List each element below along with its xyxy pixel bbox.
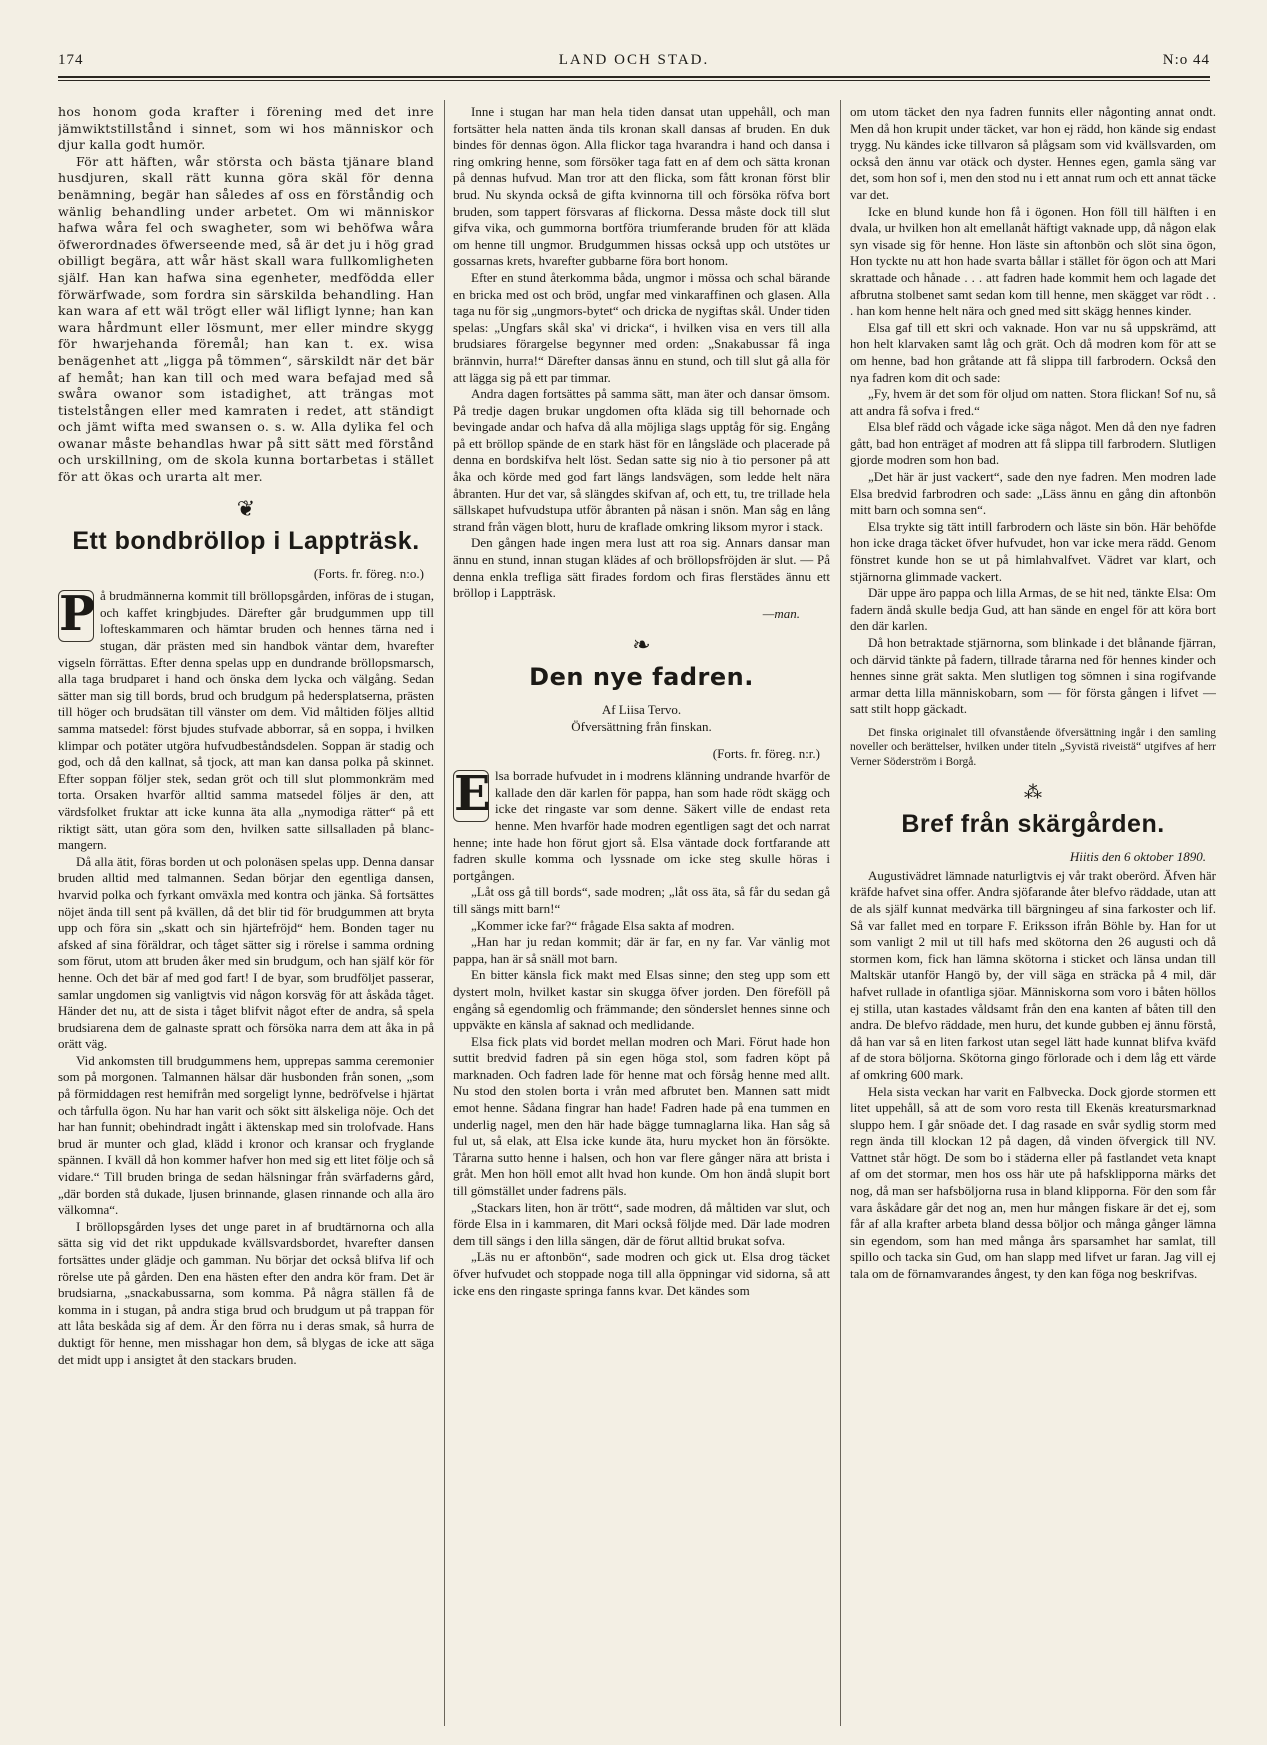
running-head xyxy=(58,52,1210,74)
paragraph: För att häften, wår största och bästa tjänare bland husdjuren, skall rätt kunna göra skäl för denna benämning, begär han således af oss en förståndig och wänlig behandling under arbetet. Om wi människor hafwa wåra fel och swagheter, som wi behöfwa wåra öfwerordnades öfwerseende med, så är det ju i hög grad obilligt begära, att wår häst skall wara fullkomligheten själf. Han kan hafwa sina egenheter, medfödda eller förwärfwade, som fordra sin särskilda behandling. Han kan wara af ett wäl trögt eller wäl lifligt lynne; han kan wara hårdmunt eller lösmunt, mer eller mindre skygg för hwarjehanda föremål; han kan t. ex. wisa benägenhet att „ligga på tömmen“, särskildt när det bär af hemåt; han kan till och med wara befajad med så swåra owanor som istadighet, att trängas mot tistelstången eller med kamraten i redet, att ständigt och jämt wifta med swansen o. s. w. Alla dylika fel och owanar måste behandlas hwar på sitt sätt med förstånd och urskillning, om de skola kunna bortarbetas i stället för att ökas och urarta alt mer. xyxy=(58,153,434,485)
page-number: 174 xyxy=(58,52,84,68)
publication-title: LAND OCH STAD. xyxy=(558,52,710,68)
ornament-icon: ⁂ xyxy=(1024,782,1042,803)
article-body xyxy=(453,768,830,1299)
paragraph: Elsa blef rädd och vågade icke säga något. Men då den nye fadren gått, bad hon enträget af modren att få slippa till farbrodern. Slutligen gjorde modren som hon bad. xyxy=(850,419,1216,468)
paragraph: Andra dagen fortsättes på samma sätt, man äter och dansar ömsom. På tredje dagen brukar ungdomen ofta kläda sig till behornade och bevingade andar och hafva då alla möjliga slags upptåg för sig. Engång på ett bröllop spände de en stark häst för en långsläde och placerade på denna en bordskifva helt löst. Sedan satte sig nio à tio personer på att åka och körde med god fart längs landsvägen, som ledde helt nära åbranten. Hur det var, så slängdes skifvan af, och ett, tu, tre trillade hela sällskapet hufvudstupa utför åbranten på näsan i snön. Man såg en lång strand från vägen blott, huru de kraflade omkring liksom myror i stack. xyxy=(453,386,830,534)
paragraph: Då alla ätit, föras borden ut och polonäsen spelas upp. Denna dansar bruden alltid med talmannen. Sedan börjar den egentliga dansen, hvarvid polka och fyrkant omväxla med kontra och jänka. Så fortsättes nöjet ända till sent på kvällen, då det blir tid för brudgummen att bryta upp och föra sin „skatt och sin hjärtefröjd“ hem. Bonden tager nu afsked af sina föräldrar, och tåget sätter sig i rörelse i samma ordning som förut, utom att bruden åker med sin brudgum, och han själf kör för henne. Och det bär af med god fart! I de byar, som brudföljet passerar, samlar ungdomen sig vanligtvis vid någon korsväg för att åskåda tåget. Händer det nu, att de sista i tåget blifvit något efter de andra, så spela brudsiarena dem de galnaste spratt och försöka narra dem att åka in på orätt väg. xyxy=(58,853,434,1052)
paragraph: Hela sista veckan har varit en Falbvecka. Dock gjorde stormen ett litet uppehåll, så att de som voro resta till Ekenäs kreatursmarknad sluppo hem. I går snöade det. I dag rasade en svår sydlig storm med regn ända till klockan 12 på dagen, då vinden öfvergick till NV. Vattnet står högt. De som bo i städerna eller på fastlandet veta knapt af om det stormar, men hos oss här ute på hafsklipporna märks det nog, då man ser hafsböljorna rusa in bland klipporna. För den som får vara åskådare går det nog an, men hur mången fiskare är det ej, som får af alla krafter arbeta bland dessa böljor och många gånger lämna sin egendom, som han med många års sparsamhet har samlat, till spillo och tacka sin Gud, om han slapp med lifvet ur faran. Jag vill ej tala om de förnamvarandes ångest, ty den kan föga nog beskrifvas. xyxy=(850,1083,1216,1282)
paragraph: „Fy, hvem är det som för oljud om natten. Stora flickan! Sof nu, så att andra få sofva i fred.“ xyxy=(850,386,1216,418)
paragraph: hos honom goda krafter i förening med det inre jämwiktstillstånd i sinnet, som wi hos människor och djur kalla godt humör. xyxy=(58,104,434,153)
paragraph: Då hon betraktade stjärnorna, som blinkade i det blånande fjärran, och därvid tänkte på fadern, tillrade tårarna ned för hennes kinder och hennes sinne grät sakta. Men slutligen tog sömnen i sina rogifvande armar detta lilla människobarn, som — för första gången i lifvet — satt stilt hopp gäckadt. xyxy=(850,635,1216,717)
paragraph: Där uppe äro pappa och lilla Armas, de se hit ned, tänkte Elsa: Om fadern ändå skulle bedja Gud, att han sände en engel för att köra bort den där karlen. xyxy=(850,585,1216,634)
paragraph: En bitter känsla fick makt med Elsas sinne; den steg upp som ett dystert moln, hvilket kastar sin skugga öfver jorden. Den föreföll på engång så egendomlig och främmande; den sönderslet hennes sinne och uppväkte en känsla af saknad och medlidande. xyxy=(453,967,830,1033)
column-2 xyxy=(453,104,830,1726)
paragraph: „Det här är just vackert“, sade den nye fadren. Men modren lade Elsa bredvid farbrodren och sade: „Läss ännu en gång din aftonbön mitt barn och somna sen“. xyxy=(850,469,1216,518)
article-title: Ett bondbröllop i Lappträsk. xyxy=(72,526,420,555)
author-line: Af Liisa Tervo. xyxy=(601,702,682,718)
translator-note: Det finska originalet till ofvanstående öfversättning ingår i den samling noveller och berättelser, hvilken under titeln „Syvistä riveistä“ utgifves af herr Verner Söderström i Borgå. xyxy=(850,726,1216,768)
paragraph: Icke en blund kunde hon få i ögonen. Hon föll till hälften i en dvala, ur hvilken hon alt emellanåt häftigt vaknade upp, då någon elak syn visade sig för henne. Hon läste sin aftonbön och slöt sina ögon, Hon tyckte nu att hon hade svarta bållar i stället för ögon och att Mari skrattade och hånade . . . att fadren hade kommit hem och lagade det afbrutna stolbenet samt sedan kom till henne, men skägget var rödt . . . han kom henne helt nära och gned med sitt skägg hennes kinder. xyxy=(850,203,1216,319)
paragraph: „Kommer icke far?“ frågade Elsa sakta af modren. xyxy=(471,917,735,933)
article-body xyxy=(58,588,434,1368)
fraktur-article-end xyxy=(58,104,434,486)
paragraph: Den gången hade ingen mera lust att roa sig. Annars dansar man ännu en stund, innan stugan klädes af och bröllopsfröjden är slut. — På denna enkla trefliga sätt firades fordom och firas flerstädes ännu ett bröllop i Lappträsk. xyxy=(453,535,830,601)
ornament-icon: ❦ xyxy=(236,495,256,521)
paragraph: „Låt oss gå till bords“, sade modren; „låt oss äta, så får du sedan gå till sängs mitt barn!“ xyxy=(453,884,830,916)
column-1 xyxy=(58,104,434,1726)
paragraph: „Läs nu er aftonbön“, sade modren och gick ut. Elsa drog täcket öfver hufvudet och stoppade noga till alla öppningar vid sidorna, så att icke ens den ringaste springa fanns kvar. Det kändes som xyxy=(453,1249,830,1298)
paragraph: Vid ankomsten till brudgummens hem, upprepas samma ceremonier som på morgonen. Talmannen hälsar där husbonden från sonen, „som på förmiddagen rest hemifrån med sorgeligt lynne, bedröfvelse i hjärtat och tårfulla ögon. Nu har han varit och sökt sitt älskeliga nöje. Och det har han funnit; obehindradt ingått i äktenskap med sin trolofvade. Hans brud är munter och glad, klädd i kronor och kransar och fryglande spännen. I kväll då hon kommer hafver hon med sig ett litet följe och så vidare.“ Till bruden bringa de sedan hälsningar från svärfaderns gård, „där borden stå dukade, ljusen brinnande, glasen rinnande och alla äro välkomna“. xyxy=(58,1052,434,1218)
article-title: Den nye fadren. xyxy=(529,663,754,692)
header-rule xyxy=(58,76,1210,78)
paragraph: Efter en stund återkomma båda, ungmor i mössa och schal bärande en bricka med ost och bröd, ungfar med vinkaraffinen och glasen. Alla taga nu för sig „ungmors-bytet“ och dricka de nygiftas skål. Under tiden spelas: „Ungfars skål ska' vi dricka“, i hvilken visa en vers till alla brudsiares förargelse begynner med orden: „Snakabussar få inga brännvin, hurra!“ Därefter dansas ännu en stund, och till slut gå alla för att lägga sig på ett par timmar. xyxy=(453,269,830,385)
drop-cap: E xyxy=(454,766,491,823)
translation-line: Öfversättning från finskan. xyxy=(571,719,712,734)
paragraph: Inne i stugan har man hela tiden dansat utan uppehåll, och man fortsätter hela natten ända tils kronan skall dansas af bruden. En duk bindes för dennas ögon. Alla flickor taga hvarandra i hand och dansa i ring omkring henne, som försöker taga fatt en af dem och sätta kronan på dennas hufvud. Man tror att den flicka, som fått kronan först blir brud. Nu skynda också de gifta kvinnorna till och försöka röfva bort bruden, som tappert försvaras af flickorna. Dessa måste dock till slut gifva vika, och gummorna bortföra triumferande bruden för att kläda om henne till ungmor. Brudgummen hissas också upp och utstötes ur gossarnas krets, hvarefter gubbarne föra bort honom. xyxy=(453,104,830,269)
header-rule-thin xyxy=(58,80,1210,81)
paragraph: „Han har ju redan kommit; där är far, en ny far. Var vänlig mot pappa, han är så snäll mot barn. xyxy=(453,934,830,966)
continuation-note: (Forts. fr. föreg. n:o.) xyxy=(313,565,424,581)
column-3 xyxy=(850,104,1216,1726)
paragraph: lsa borrade hufvudet in i modrens klänning undrande hvarför de kallade den där karlen för pappa, han som hade rödt skägg och icke det ringaste var som denne. Säkert ville de endast reta henne. Men hvarför hade modren egentligen sagt det och narrat henne; inte hade hon förut gjort så. Elsa väntade dock fortfarande att fadren skulle komma och lyssnade om icke steg skulle höras i portgången. xyxy=(453,768,830,883)
ornament-icon: ❧ xyxy=(632,632,651,658)
column-divider xyxy=(840,100,841,1726)
paragraph: Elsa fick plats vid bordet mellan modren och Mari. Förut hade hon suttit bredvid fadren på sin egen höga stol, som fadren köpt på marknaden. Och fadren lade för henne mat och försåg henne med allt. Nu stod den stolen borta i vrån med afbrutet ben. Mannen satt midt emot henne. Sådana fingrar han hade! Fadren hade på ena tummen en underlig nagel, men den här hade bägge tumnaglarna lika. Han såg så ful ut, så elak, att Elsa icke kunde äta, huru mycket hon än försökte. Tårarna sutto henne i halsen, och hon var flere gånger nära att brista i gråt. Men hon höll emot allt hvad hon kunde. Om hon ändå slupit bort till gömstället under fadrens päls. xyxy=(453,1033,830,1199)
paragraph: Elsa trykte sig tätt intill farbrodern och läste sin bön. Här behöfde hon icke draga täcket öfver hufvudet, hon var icke mera rädd. Genom fönstret kunde hon se ut på himlahvalfvet. Vädret var klart, och stjärnorna glimmade vackert. xyxy=(850,518,1216,584)
dateline: Hiitis den 6 oktober 1890. xyxy=(1069,849,1206,865)
drop-cap: P xyxy=(59,586,96,643)
paragraph: Augustivädret lämnade naturligtvis ej vår trakt oberörd. Äfven här kräfde hafvet sina offer. Andra sjöfarande åter blefvo räddade, utan att de als själf kunnat medvärka till bärgningeu af sina farkoster och lif. Så var fallet med en torpare F. Eriksson ifrån Böhle by. Han for ut som vanligt 2 mil ut till hafs med skötorna den 26 augusti och då stormen kom, fick han lämna skötorna i sticket och länsa undan till Maltskär utanför Hangö by, der vill säga en sträcka på 4 mil, där hafvet rullade in ofantliga sjöar. Människorna som voro i båten höllos ej stilla, utan kastades våldsamt från den ena kanten af båten till den andra. De blefvo räddade, men huru, det kunde gubben ej ännu förstå, då han var så en liten farkost utan segel lätt hade kunnat blifva kväfd af de stora böljorna. Skötorna gingo förlorade och i dem låg ett värde af omkring 600 mark. xyxy=(850,867,1216,1082)
paragraph: „Stackars liten, hon är trött“, sade modren, då måltiden var slut, och förde Elsa in i kammaren, dit Mari också följde med. Där lade modren dem till sängs i den lilla sängen, där de förut alltid brukat sofva. xyxy=(453,1199,830,1248)
signature: —man. xyxy=(762,605,800,621)
paragraph: I bröllopsgården lyses det unge paret in af brudtärnorna och alla sätta sig vid det rikt uppdukade kvällsvardsbordet, hvarefter dansen fortsättes under glädje och gamman. Nu börjar det också blifva lif och rörelse ute på gården. Den ena hästen efter den andra kör fram. Det är brudsiarna, „snackabussarna, som komma. På några ställen få de komma in i stugan, på andra stiga brud och brudgum ut på trappan för att låta beskåda sig af dem. Är den förra nu i deras smak, så hurra de duktigt för henne, men misshagar hon dem, så blygas de icke att säga det midt upp i ansigtet åt den stackars bruden. xyxy=(58,1218,434,1367)
continuation-note: (Forts. fr. föreg. n:r.) xyxy=(712,745,820,761)
paragraph: Elsa gaf till ett skri och vaknade. Hon var nu så uppskrämd, att hon helt klarvaken samt låg och grät. Och då modren kom för att se om henne, bad hon gråtande att få slippa till farbrodern. Också den nya fadren kom dit och sade: xyxy=(850,319,1216,385)
column-divider xyxy=(444,100,445,1726)
paragraph: om utom täcket den nya fadren funnits eller någonting annat ondt. Men då hon krupit under täcket, var hon ej rädd, hon kände sig endast trygg. Nu kändes icke tillvaron så plågsam som vid kvällsvarden, om också den ännu var otäck och dyster. Hennes egen, gamla säng var det, som hon sof i, men den stod nu i ett annat rum och ett annat täcke var det. xyxy=(850,104,1216,202)
article-title: Bref från skärgården. xyxy=(901,810,1165,839)
paragraph: å brudmännerna kommit till bröllopsgården, införas de i stugan, och kaffet kringbjudes. Därefter går brudgummen upp till lofteskammaren och hämtar bruden och hennes tärna ned i stugan, där prästen med sin handbok väntar dem, hvarefter vigseln förrättas. Efter denna spelas upp en dundrande bröllopsmarsch, alla taga brudparet i hand och önska dem lycka och välgång. Sedan sätter man sig till bords, brud och brudgum på hedersplatserna, prästen till höger och brudsätan till vänster om dem. Vid måltiden följes alltid samma matsedel: först bjudes stufvade abborrar, så en soppa, i hvilken klimpar och potäter utgöra hufvudbeståndsdelen. Soppan är stadig och god, och då den kallnat, så tjock, att man kan dansa polka på skinnet. Efter soppan följer stek, sedan gröt och till slut plommonkräm med torta. Orsaken hvarför alltid samma matsedel följes är den, att värdsfolket fruktar att icke kunna äta alla „nymodiga rätter“ på ett riktigt sätt, utan göra som den, hvilken satte sillsalladen på blanc-mangern. xyxy=(58,588,434,853)
issue-number: N:o 44 xyxy=(1162,52,1210,68)
